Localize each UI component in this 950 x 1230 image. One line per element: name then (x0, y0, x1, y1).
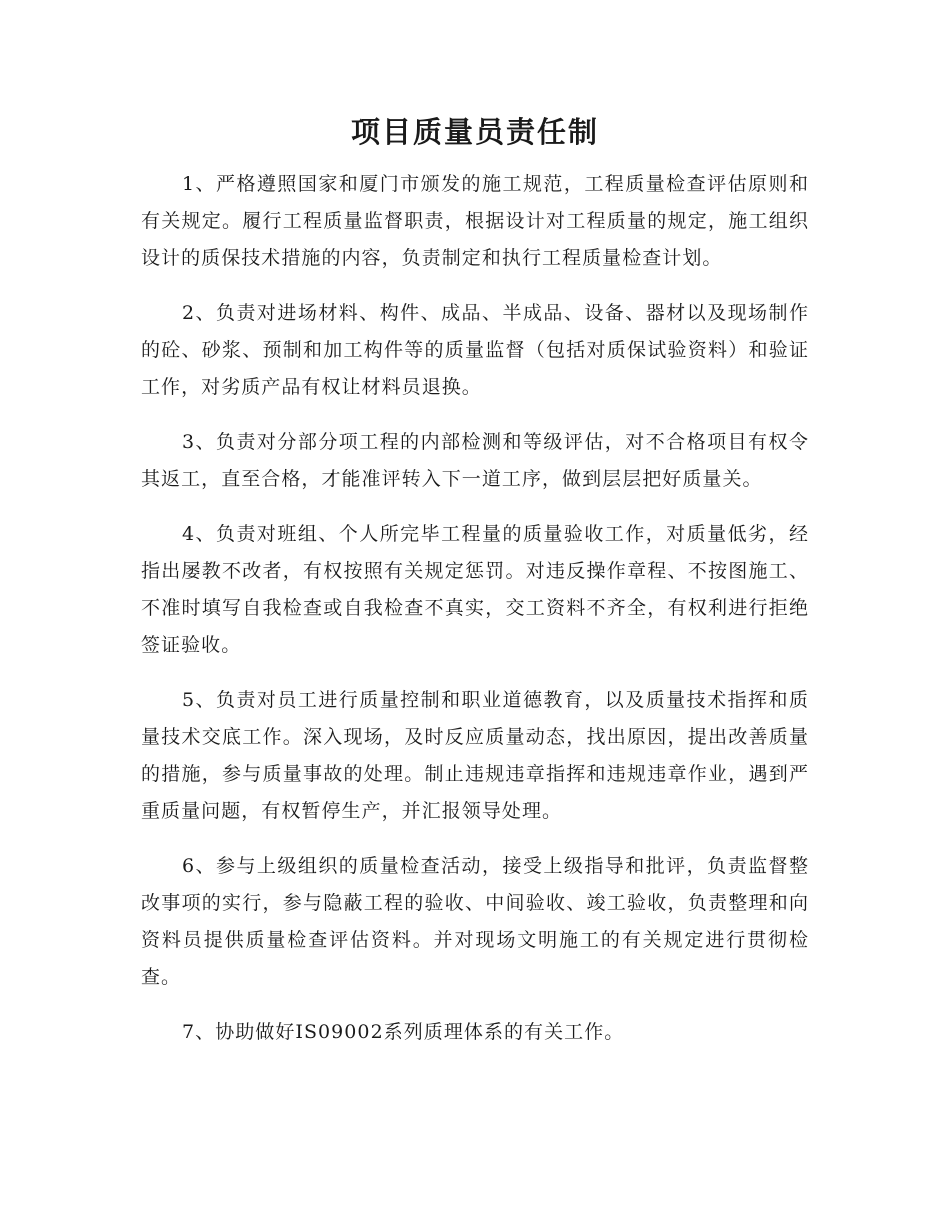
paragraph-1: 1、严格遵照国家和厦门市颁发的施工规范，工程质量检查评估原则和有关规定。履行工程质量监督职责，根据设计对工程质量的规定，施工组织设计的质保技术措施的内容，负责制定和执行工程质量检查计划。 (141, 173, 809, 269)
document-title: 项目质量员责任制 (350, 115, 599, 149)
paragraph-6: 6、参与上级组织的质量检查活动，接受上级指导和批评，负责监督整改事项的实行，参与隐蔽工程的验收、中间验收、竣工验收，负责整理和向资料员提供质量检查评估资料。并对现场文明施工的有关规定进行贯彻检查。 (141, 855, 809, 988)
paragraph-5: 5、负责对员工进行质量控制和职业道德教育，以及质量技术指挥和质量技术交底工作。深入现场，及时反应质量动态，找出原因，提出改善质量的措施，参与质量事故的处理。制止违规违章指挥和违规违章作业，遇到严重质量问题，有权暂停生产，并汇报领导处理。 (141, 689, 809, 822)
paragraph-7: 7、协助做好IS09002系列质理体系的有关工作。 (182, 1021, 625, 1043)
paragraph-2: 2、负责对进场材料、构件、成品、半成品、设备、器材以及现场制作的砼、砂浆、预制和加工构件等的质量监督（包括对质保试验资料）和验证工作，对劣质产品有权让材料员退换。 (141, 302, 809, 398)
document-body (141, 166, 809, 1069)
paragraph-3: 3、负责对分部分项工程的内部检测和等级评估，对不合格项目有权令其返工，直至合格，才能准评转入下一道工序，做到层层把好质量关。 (141, 431, 809, 490)
paragraph-4: 4、负责对班组、个人所完毕工程量的质量验收工作，对质量低劣，经指出屡教不改者，有权按照有关规定惩罚。对违反操作章程、不按图施工、不准时填写自我检查或自我检查不真实，交工资料不齐全，有权利进行拒绝签证验收。 (141, 523, 809, 656)
